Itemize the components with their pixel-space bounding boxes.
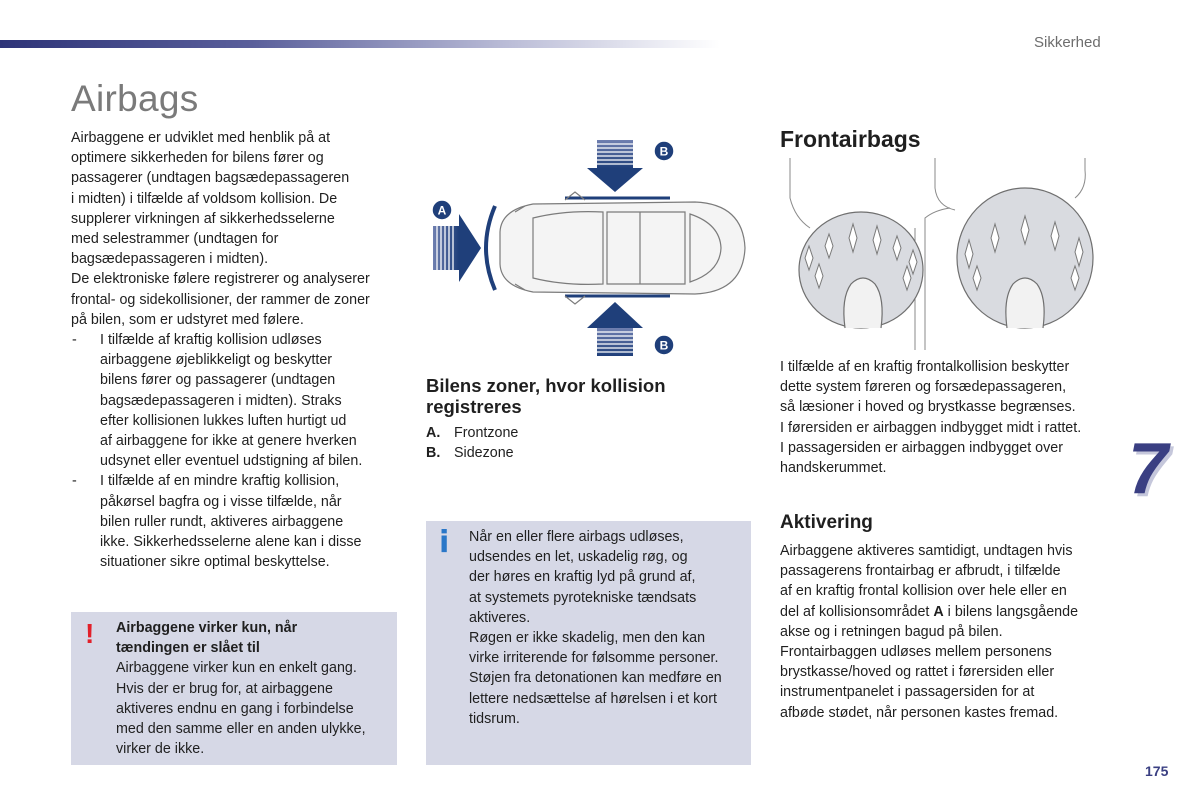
text-line: I passagersiden er airbaggen indbygget over [780, 439, 1063, 456]
zone-badge-b-top [654, 141, 674, 161]
frontairbags-heading: Frontairbags [780, 126, 921, 152]
text-line: frontal- og sidekollisioner, der rammer de zoner [71, 291, 370, 308]
car-top-view [500, 192, 745, 304]
zone-reference: A [933, 603, 944, 620]
chapter-number: 7 [1128, 429, 1169, 509]
frontairbag-illustration [785, 158, 1100, 350]
zone-badge-a [432, 200, 452, 220]
text-line: Airbaggene er udviklet med henblik på at [71, 130, 331, 146]
text-line: bagsædepassageren i midten). Straks [100, 392, 342, 409]
zone-label: Frontzone [454, 425, 519, 441]
badge-label: B [659, 338, 669, 353]
zone-letter: B. [426, 445, 441, 462]
text-line: på bilen, som er udstyret med følere. [71, 311, 304, 328]
warning-box [71, 612, 397, 765]
text-line: udsendes en let, uskadelig røg, og [469, 549, 688, 566]
text-line: efter kollisionen lukkes luften hurtigt ud [100, 412, 347, 429]
text-line: ikke. Sikkerhedsselerne alene kan i disse [100, 534, 362, 551]
text-line: akse og i retningen bagud på bilen. [780, 623, 1003, 640]
text-line: virker de ikke. [116, 741, 205, 758]
text-line: I tilfælde af kraftig kollision udløses [100, 332, 322, 349]
aktivering-text [780, 541, 1110, 723]
zone-label: Sidezone [454, 445, 514, 462]
text-line: lettere nedsættelse af hørelsen i et kort [469, 690, 717, 707]
bullet-item [71, 471, 401, 572]
warning-heading: Airbaggene virker kun, når [116, 620, 298, 636]
info-box [426, 521, 751, 765]
zone-item [426, 443, 518, 463]
text-line: af airbaggene for ikke at genere hverken [100, 433, 357, 450]
text-line: påkørsel bagfra og i visse tilfælde, når [100, 493, 342, 510]
text-fragment: del af kollisionsområdet [780, 603, 934, 620]
text-line: udsynet eller eventuel udstigning af bilen. [100, 453, 363, 470]
text-line: at systemets pyrotekniske tændsats [469, 589, 697, 606]
zone-letter: A. [426, 425, 441, 441]
passenger-airbag [957, 188, 1093, 328]
text-line: I tilfælde af en mindre kraftig kollision, [100, 473, 340, 490]
text-line: De elektroniske følere registrerer og analyserer [71, 271, 370, 288]
text-line: instrumentpanelet i passagersiden for at [780, 684, 1035, 701]
text-line: Frontairbaggen udløses mellem personens [780, 644, 1052, 661]
text-line: I tilfælde af en kraftig frontalkollision beskytter [780, 359, 1070, 375]
text-fragment: i bilens langsgående [943, 603, 1079, 620]
text-line: Airbaggene virker kun en enkelt gang. [116, 660, 357, 677]
zones-heading [426, 375, 726, 417]
page-number: 175 [1145, 763, 1169, 779]
info-text [469, 527, 747, 729]
text-line: bilens fører og passagerer (undtagen [100, 372, 336, 389]
text-line: supplerer virkningen af sikkerhedsselerne [71, 210, 335, 227]
text-line: afbøde stødet, når personen kastes fremad. [780, 704, 1059, 721]
text-line: virke irriterende for følsomme personer. [469, 650, 719, 667]
bullet-item [71, 330, 401, 471]
text-line: aktiveres. [469, 609, 531, 626]
text-line: passagerer (undtagen bagsædepassageren [71, 170, 350, 187]
text-line: så læsioner i hoved og brystkasse begrænses. [780, 399, 1076, 416]
bullet-dash: - [72, 473, 77, 490]
heading-line: Bilens zoner, hvor kollision [426, 375, 666, 396]
bullet-dash: - [72, 332, 77, 349]
zone-badge-b-bottom [654, 335, 674, 355]
intro-text [71, 128, 401, 572]
text-line: bilen ruller rundt, aktiveres airbaggene [100, 513, 344, 530]
aktivering-heading: Aktivering [780, 512, 873, 533]
section-label: Sikkerhed [1034, 34, 1101, 51]
warning-icon: ! [85, 618, 95, 649]
header-gradient-bar [0, 40, 720, 48]
text-line: airbaggene øjeblikkeligt og beskytter [100, 352, 333, 369]
frontairbags-text [780, 357, 1110, 478]
text-line: med den samme eller en anden ulykke, [116, 721, 366, 738]
text-line: Røgen er ikke skadelig, men den kan [469, 630, 706, 647]
text-line: optimere sikkerheden for bilens fører og [71, 150, 324, 167]
text-line: Når en eller flere airbags udløses, [469, 529, 684, 545]
text-line: der høres en kraftig lyd på grund af, [469, 569, 696, 586]
warning-heading: tændingen er slået til [116, 640, 260, 657]
badge-label: A [437, 203, 447, 218]
info-icon: i [439, 525, 450, 560]
zones-list [426, 423, 518, 463]
text-line: af en kraftig frontal kollision over hele eller en [780, 583, 1067, 600]
text-line: passagerens frontairbag er afbrudt, i tilfælde [780, 563, 1061, 580]
text-line: situationer sikre optimal beskyttelse. [100, 554, 330, 571]
warning-text [116, 618, 391, 759]
text-line: dette system føreren og forsædepassageren, [780, 379, 1067, 396]
page-title: Airbags [71, 78, 199, 119]
zone-item [426, 423, 518, 443]
collision-zones-diagram [425, 134, 755, 364]
text-line: bagsædepassageren i midten). [71, 251, 269, 268]
text-line: tidsrum. [469, 710, 520, 727]
text-line: handskerummet. [780, 460, 887, 477]
driver-airbag [799, 212, 923, 328]
text-line: Hvis der er brug for, at airbaggene [116, 680, 333, 697]
text-line: med selestrammer (undtagen for [71, 231, 279, 248]
heading-line: registreres [426, 396, 522, 417]
text-line: i midten) i tilfælde af voldsom kollision. De [71, 190, 338, 207]
text-line: brystkasse/hoved og rattet i førersiden eller [780, 664, 1055, 681]
text-line: Støjen fra detonationen kan medføre en [469, 670, 722, 687]
badge-label: B [659, 144, 669, 159]
bullet-list [71, 330, 401, 572]
text-line: aktiveres endnu en gang i forbindelse [116, 700, 354, 717]
text-line: I førersiden er airbaggen indbygget midt i rattet. [780, 419, 1082, 436]
text-line [780, 602, 1110, 622]
text-line: Airbaggene aktiveres samtidigt, undtagen hvis [780, 543, 1073, 559]
